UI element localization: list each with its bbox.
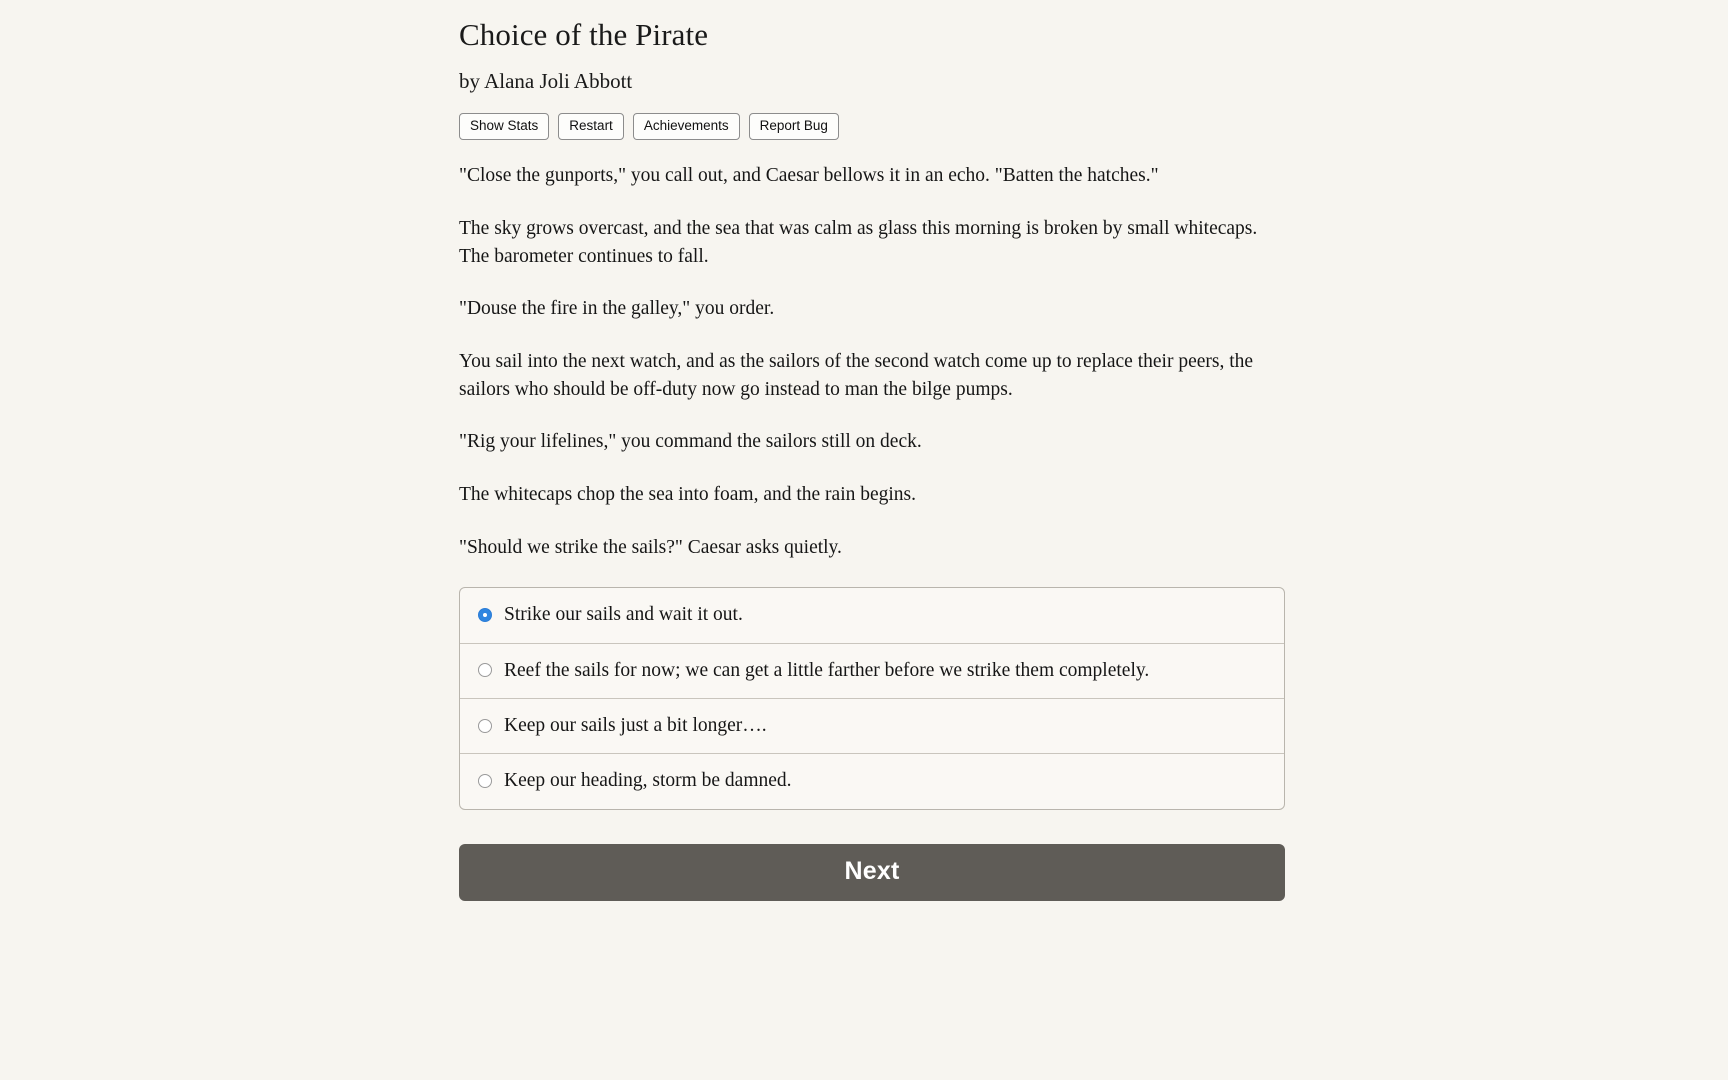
- show-stats-button[interactable]: Show Stats: [459, 113, 549, 140]
- choice-list: [459, 587, 1285, 809]
- game-author: by Alana Joli Abbott: [459, 68, 633, 93]
- choice-option[interactable]: [460, 699, 1284, 754]
- choice-option[interactable]: [460, 754, 1284, 808]
- choice-option[interactable]: [460, 644, 1284, 699]
- story-paragraph: "Should we strike the sails?" Caesar asks quietly.: [459, 536, 842, 558]
- radio-icon[interactable]: [478, 663, 492, 677]
- choice-label: Strike our sails and wait it out.: [504, 604, 743, 626]
- story-text: [459, 162, 1285, 561]
- toolbar: [459, 113, 1285, 140]
- choice-option[interactable]: [460, 588, 1284, 643]
- choice-label: Keep our sails just a bit longer….: [504, 715, 767, 737]
- radio-icon[interactable]: [478, 774, 492, 788]
- story-paragraph: You sail into the next watch, and as the sailors of the second watch come up to replace their peers, the sailors who should be off-duty now go instead to man the bilge pumps.: [459, 350, 1254, 400]
- radio-icon[interactable]: [478, 719, 492, 733]
- story-paragraph: "Close the gunports," you call out, and Caesar bellows it in an echo. "Batten the hatches.": [459, 165, 1159, 187]
- choice-label: Reef the sails for now; we can get a little farther before we strike them completely.: [504, 659, 1150, 681]
- story-paragraph: The sky grows overcast, and the sea that was calm as glass this morning is broken by small whitecaps. The barometer continues to fall.: [459, 217, 1258, 267]
- story-container: [459, 0, 1285, 901]
- achievements-button[interactable]: Achievements: [633, 113, 740, 140]
- choice-label: Keep our heading, storm be damned.: [504, 770, 792, 792]
- story-paragraph: "Rig your lifelines," you command the sailors still on deck.: [459, 431, 922, 453]
- restart-button[interactable]: Restart: [558, 113, 624, 140]
- story-paragraph: The whitecaps chop the sea into foam, and the rain begins.: [459, 484, 917, 505]
- page-title: Choice of the Pirate: [459, 17, 709, 52]
- story-paragraph: "Douse the fire in the galley," you order.: [459, 298, 775, 320]
- next-button[interactable]: Next: [459, 844, 1285, 901]
- report-bug-button[interactable]: Report Bug: [749, 113, 839, 140]
- radio-icon[interactable]: [478, 608, 492, 622]
